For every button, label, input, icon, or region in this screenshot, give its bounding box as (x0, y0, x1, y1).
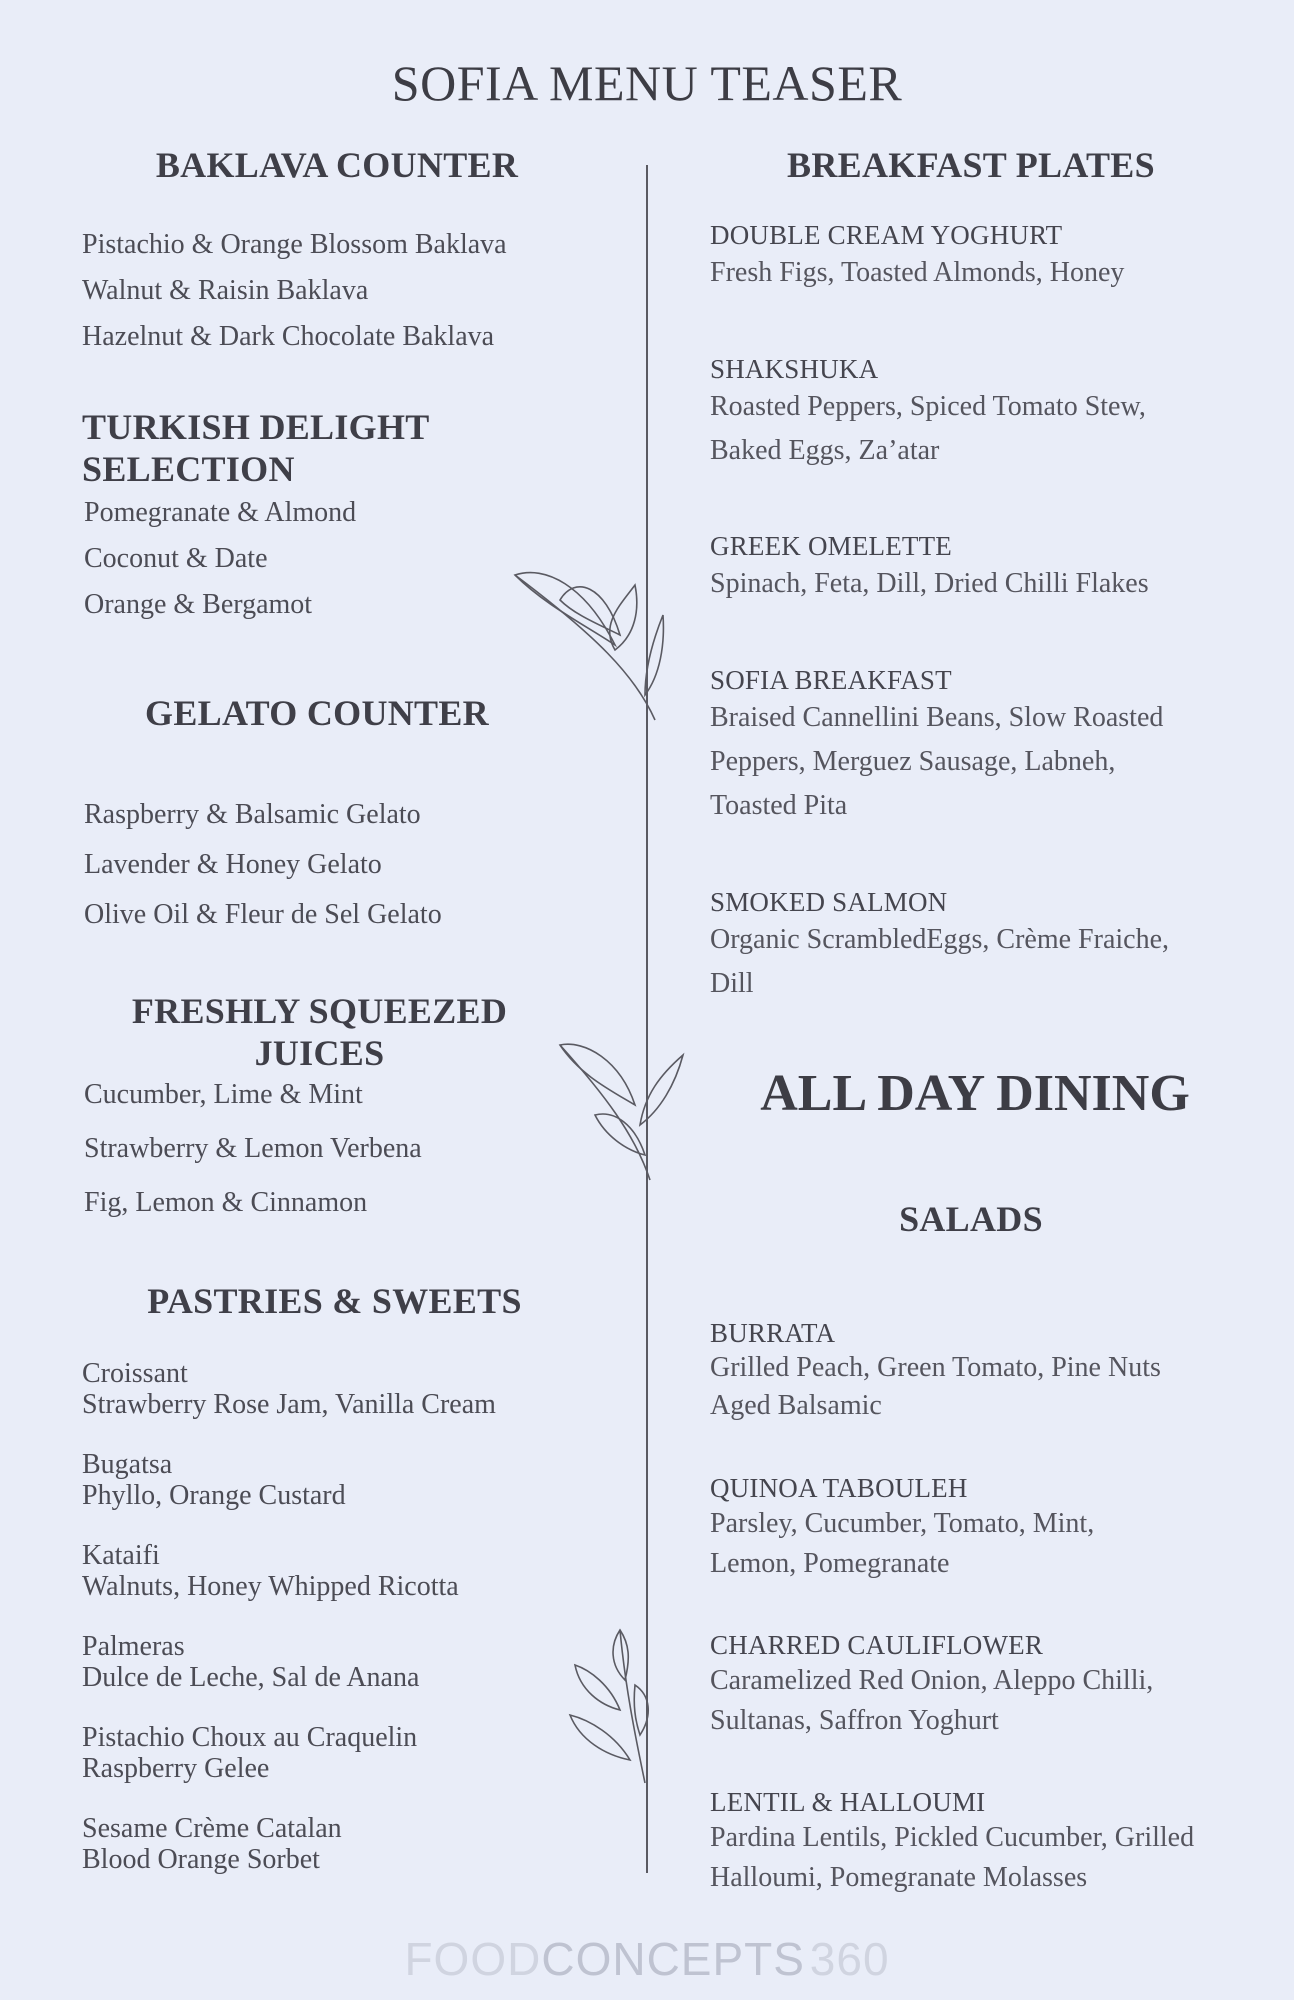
turkish-delight-list (84, 490, 356, 628)
pastry-item (82, 1358, 496, 1420)
menu-item (710, 1787, 1194, 1898)
pastry-item (82, 1449, 346, 1511)
list-item: Lavender & Honey Gelato (84, 849, 382, 880)
list-item: Walnut & Raisin Baklava (82, 275, 369, 306)
item-desc: Parsley, Cucumber, Tomato, Mint, (710, 1508, 1095, 1539)
footer-word: 360 (809, 1933, 890, 1985)
section-heading-gelato: GELATO COUNTER (145, 693, 489, 733)
menu-item (710, 354, 1146, 473)
item-name: DOUBLE CREAM YOGHURT (710, 220, 1063, 250)
item-desc: Baked Eggs, Za’atar (710, 435, 940, 466)
footer-logo (0, 1932, 1294, 1986)
list-item: Fig, Lemon & Cinnamon (84, 1187, 368, 1218)
pastry-name: Kataifi (82, 1540, 160, 1571)
section-heading-juices: FRESHLY SQUEEZED JUICES (131, 991, 508, 1073)
list-item: Orange & Bergamot (84, 589, 313, 620)
pastry-desc: Walnuts, Honey Whipped Ricotta (82, 1571, 459, 1602)
pastry-name: Croissant (82, 1358, 188, 1389)
leaf-sprig-icon (555, 1035, 685, 1185)
section-heading-baklava: BAKLAVA COUNTER (155, 145, 519, 185)
pastry-desc: Raspberry Gelee (82, 1753, 270, 1784)
list-item: Pomegranate & Almond (84, 497, 357, 528)
menu-item (710, 1473, 1094, 1584)
list-item: Hazelnut & Dark Chocolate Baklava (82, 321, 495, 352)
item-desc: Organic ScrambledEggs, Crème Fraiche, (710, 924, 1170, 955)
item-desc: Roasted Peppers, Spiced Tomato Stew, (710, 391, 1146, 422)
pastry-desc: Blood Orange Sorbet (82, 1844, 320, 1875)
menu-item (710, 665, 1163, 828)
pastry-name: Bugatsa (82, 1449, 173, 1480)
center-divider (646, 165, 648, 1873)
item-name: SHAKSHUKA (710, 354, 879, 384)
item-name: CHARRED CAULIFLOWER (710, 1630, 1044, 1660)
list-item: Cucumber, Lime & Mint (84, 1079, 363, 1110)
item-desc: Fresh Figs, Toasted Almonds, Honey (710, 257, 1125, 288)
page-title: SOFIA MENU TEASER (391, 55, 903, 111)
list-item: Pistachio & Orange Blossom Baklava (82, 229, 507, 260)
list-item: Raspberry & Balsamic Gelato (84, 799, 421, 830)
pastry-item (82, 1631, 419, 1693)
item-desc: Spinach, Feta, Dill, Dried Chilli Flakes (710, 568, 1149, 599)
section-heading-salads: SALADS (899, 1199, 1043, 1239)
menu-item (710, 887, 1169, 1006)
item-desc: Peppers, Merguez Sausage, Labneh, (710, 746, 1116, 777)
pastry-item (82, 1722, 417, 1784)
section-heading-turkish-delight: TURKISH DELIGHT SELECTION (82, 407, 429, 489)
menu-item (710, 531, 1149, 606)
list-item: Strawberry & Lemon Verbena (84, 1133, 422, 1164)
footer-word: FOOD (404, 1933, 542, 1985)
gelato-list (84, 790, 442, 940)
pastry-item (82, 1540, 459, 1602)
pastry-name: Pistachio Choux au Craquelin (82, 1722, 418, 1753)
item-name: LENTIL & HALLOUMI (710, 1787, 986, 1817)
section-heading-all-day-dining: ALL DAY DINING (760, 1065, 1190, 1122)
item-desc: Aged Balsamic (710, 1390, 882, 1421)
item-desc: Grilled Peach, Green Tomato, Pine Nuts (710, 1352, 1161, 1383)
item-desc: Braised Cannellini Beans, Slow Roasted (710, 702, 1164, 733)
item-name: BURRATA (710, 1318, 836, 1348)
item-name: GREEK OMELETTE (710, 531, 953, 561)
list-item: Coconut & Date (84, 543, 268, 574)
footer-word: CONCEPTS (541, 1933, 805, 1985)
list-item: Olive Oil & Fleur de Sel Gelato (84, 899, 442, 930)
juices-list (84, 1068, 422, 1230)
leaf-sprig-icon (565, 1625, 655, 1785)
item-desc: Dill (710, 968, 754, 999)
item-desc: Halloumi, Pomegranate Molasses (710, 1862, 1088, 1893)
menu-item (710, 220, 1124, 295)
section-heading-breakfast: BREAKFAST PLATES (787, 145, 1155, 185)
item-desc: Sultanas, Saffron Yoghurt (710, 1705, 999, 1736)
pastry-desc: Dulce de Leche, Sal de Anana (82, 1662, 420, 1693)
section-heading-pastries: PASTRIES & SWEETS (147, 1281, 522, 1321)
pastry-name: Palmeras (82, 1631, 185, 1662)
pastry-item (82, 1813, 342, 1875)
baklava-list (82, 222, 507, 360)
item-name: SOFIA BREAKFAST (710, 665, 952, 695)
item-desc: Caramelized Red Onion, Aleppo Chilli, (710, 1665, 1154, 1696)
item-name: QUINOA TABOULEH (710, 1473, 968, 1503)
item-desc: Toasted Pita (710, 790, 848, 821)
menu-item (710, 1630, 1153, 1741)
menu-item (710, 1318, 1161, 1425)
pastry-desc: Phyllo, Orange Custard (82, 1480, 346, 1511)
pastry-name: Sesame Crème Catalan (82, 1813, 342, 1844)
item-name: SMOKED SALMON (710, 887, 948, 917)
item-desc: Pardina Lentils, Pickled Cucumber, Grilled (710, 1822, 1195, 1853)
pastry-desc: Strawberry Rose Jam, Vanilla Cream (82, 1389, 496, 1420)
item-desc: Lemon, Pomegranate (710, 1548, 950, 1579)
